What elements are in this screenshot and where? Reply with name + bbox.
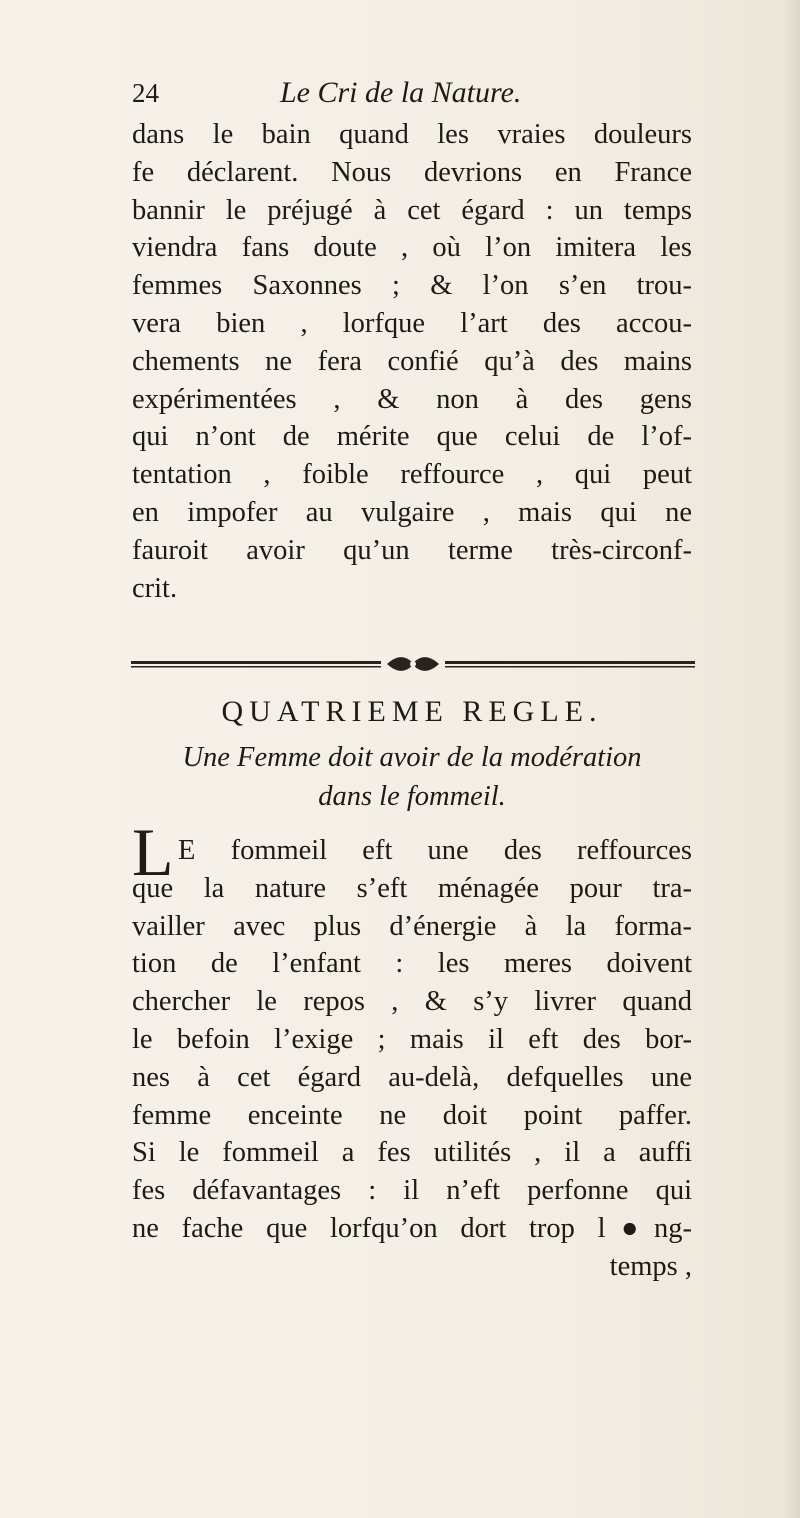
text-line: Si le fommeil a fes utilités , il a auffi <box>132 1137 692 1169</box>
ornamental-rule <box>131 653 695 675</box>
subtitle-line: dans le fommeil. <box>318 781 506 812</box>
text-line: fe déclarent. Nous devrions en France <box>132 156 692 188</box>
text-line: chements ne fera confié qu’à des mains <box>132 345 692 377</box>
drop-cap: L <box>132 814 174 890</box>
text-line: tion de l’enfant : les meres doivent <box>132 948 692 980</box>
text-line: bannir le préjugé à cet égard : un temps <box>132 194 692 226</box>
paragraph-2 <box>132 832 692 1286</box>
section-subtitle <box>132 738 692 816</box>
text-line: temps , <box>609 1250 692 1282</box>
text-line: en impofer au vulgaire , mais qui ne <box>132 496 692 528</box>
text-line: viendra fans doute , où l’on imitera les <box>132 232 692 264</box>
text-line: E fommeil eft une des reffources <box>178 835 692 866</box>
text-line: que la nature s’eft ménagée pour tra- <box>132 872 692 904</box>
text-line: chercher le repos , & s’y livrer quand <box>132 986 692 1018</box>
text-line: femme enceinte ne doit point paffer. <box>132 1099 692 1131</box>
text-line: expérimentées , & non à des gens <box>132 383 692 415</box>
subtitle-line: Une Femme doit avoir de la modération <box>182 742 642 773</box>
page-edge-shadow <box>782 0 800 1518</box>
page-number: 24 <box>132 78 159 108</box>
text-line: fes défavantages : il n’eft perfonne qui <box>132 1175 692 1207</box>
text-line: vera bien , lorfque l’art des accou- <box>132 307 692 339</box>
text-line: tentation , foible reffource , qui peut <box>132 459 692 491</box>
text-line: qui n’ont de mérite que celui de l’of- <box>132 421 692 453</box>
text-line: crit. <box>132 572 178 604</box>
page-header <box>132 68 652 118</box>
section-title: QUATRIEME REGLE. <box>221 695 603 728</box>
text-line: vailler avec plus d’énergie à la forma- <box>132 910 692 942</box>
text-line: fauroit avoir qu’un terme très-circonf- <box>132 534 692 566</box>
text-line: le befoin l’exige ; mais il eft des bor- <box>132 1023 692 1055</box>
text-line: dans le bain quand les vraies douleurs <box>132 119 692 150</box>
running-title: Le Cri de la Nature. <box>280 76 522 109</box>
text-line: femmes Saxonnes ; & l’on s’en trou- <box>132 270 692 302</box>
text-line: nes à cet égard au-delà, defquelles une <box>132 1061 692 1093</box>
text-line: ne fache que lorfqu’on dort trop l●ng- <box>132 1212 692 1244</box>
paragraph-1 <box>132 116 692 607</box>
